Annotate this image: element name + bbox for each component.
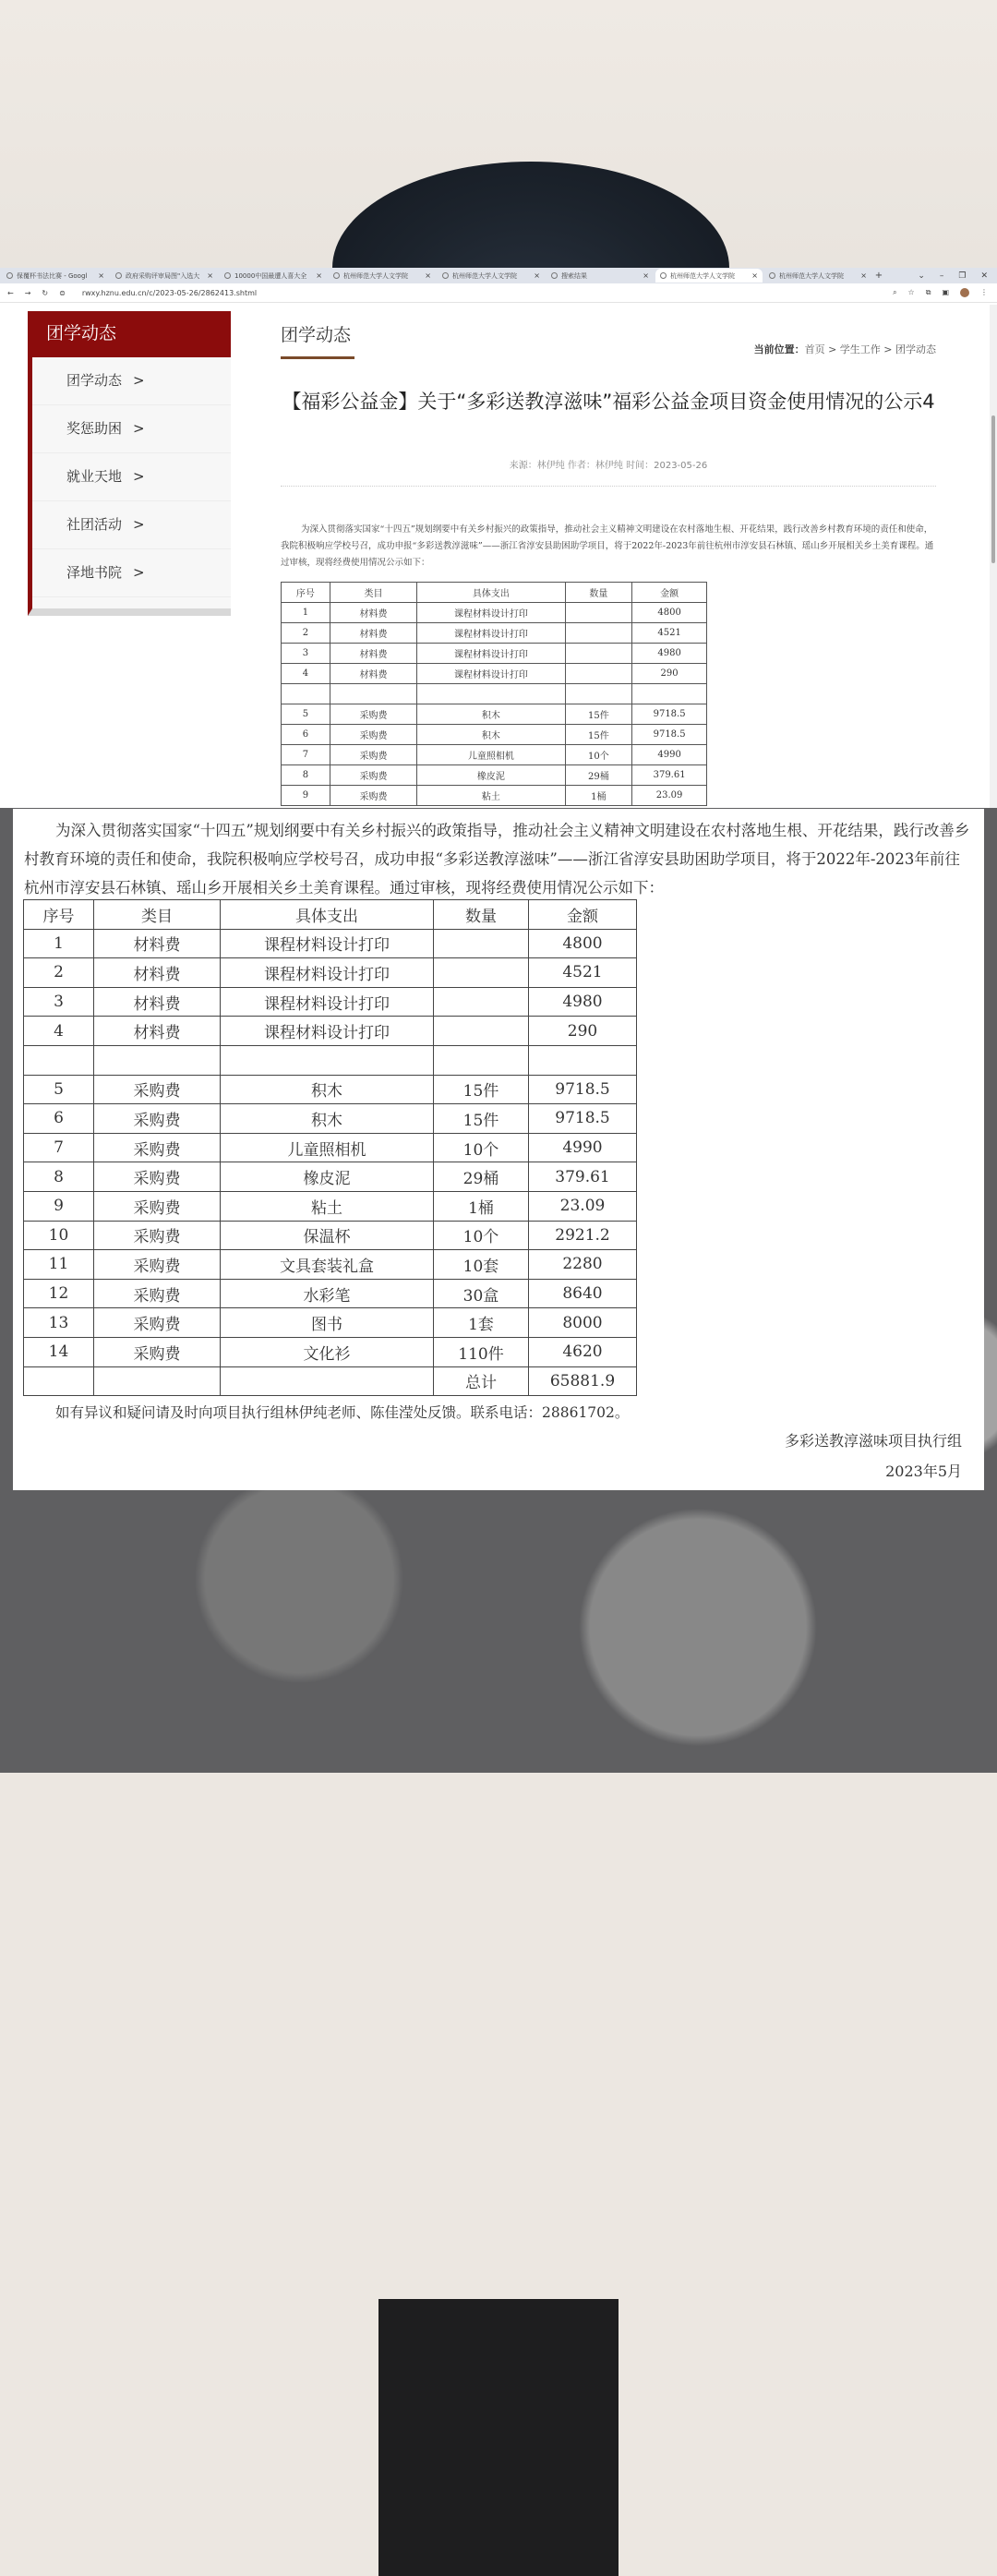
tab-bar — [0, 268, 997, 283]
close-tab-icon[interactable]: × — [751, 271, 758, 280]
table-cell: 采购费 — [330, 725, 417, 745]
tab-label: 搜索结果 — [561, 271, 587, 280]
table-cell: 4980 — [632, 644, 707, 664]
table-row — [24, 1045, 637, 1075]
tab-label: 杭州师范大学人文学院 — [779, 271, 844, 280]
browser-window — [0, 268, 997, 808]
table-cell: 积木 — [221, 1075, 434, 1104]
sidebar-item-label: 泽地书院 — [66, 564, 123, 581]
table-cell: 2280 — [529, 1250, 637, 1280]
table-cell: 采购费 — [94, 1337, 221, 1366]
table-cell: 1桶 — [434, 1191, 529, 1221]
chevron-right-icon: > — [133, 420, 145, 437]
table-cell: 7 — [24, 1133, 94, 1162]
close-tab-icon[interactable]: × — [860, 271, 867, 280]
expense-table — [23, 899, 637, 1396]
table-cell: 10个 — [565, 745, 632, 765]
sidebar-item-label: 社团活动 — [66, 516, 123, 533]
table-cell: 采购费 — [94, 1279, 221, 1308]
column-header: 金额 — [632, 583, 707, 603]
chevron-right-icon: > — [133, 372, 145, 389]
browser-tab[interactable] — [655, 269, 763, 283]
sidebar — [28, 311, 231, 616]
table-cell — [221, 1366, 434, 1396]
table-row — [24, 1017, 637, 1046]
table-cell: 材料费 — [94, 987, 221, 1017]
table-cell: 3 — [24, 987, 94, 1017]
browser-tab[interactable] — [547, 269, 654, 283]
table-row — [24, 1279, 637, 1308]
table-cell: 课程材料设计打印 — [417, 623, 565, 644]
table-row — [282, 623, 707, 644]
scrollbar-thumb[interactable] — [991, 415, 995, 563]
sidebar-item[interactable] — [32, 453, 231, 501]
table-row — [24, 1308, 637, 1338]
table-cell: 4521 — [529, 958, 637, 988]
sidebar-item-label: 就业天地 — [66, 468, 123, 485]
close-icon[interactable]: ✕ — [980, 271, 988, 281]
table-cell: 采购费 — [94, 1162, 221, 1192]
favicon-icon — [769, 272, 775, 279]
table-cell: 粘土 — [417, 786, 565, 806]
table-cell: 课程材料设计打印 — [221, 958, 434, 988]
sidebar-icon[interactable]: ▣ — [942, 288, 949, 296]
browser-tab[interactable] — [111, 269, 218, 283]
favicon-icon — [442, 272, 449, 279]
table-cell: 15件 — [434, 1075, 529, 1104]
table-cell: 7 — [282, 745, 330, 765]
table-cell: 1桶 — [565, 786, 632, 806]
table-cell: 5 — [24, 1075, 94, 1104]
signature: 多彩送教淳滋味项目执行组 — [784, 1432, 962, 1450]
column-header: 具体支出 — [417, 583, 565, 603]
article-paragraph: 为深入贯彻落实国家“十四五”规划纲要中有关乡村振兴的政策指导，推动社会主义精神文明建设在农村落地生根、开花结果，践行改善乡村教育环境的责任和使命，我院积极响应学校号召，成功申报“多彩送教淳滋味”——浙江省淳安县助困助学项目，将于2022年-2023年前往杭州市淳安县石林镇、瑶山乡开展相关乡土美育课程。通过审核，现将经费使用情况公示如下： — [281, 524, 934, 568]
sidebar-menu — [28, 357, 231, 616]
table-cell: 图书 — [221, 1308, 434, 1338]
table-row — [282, 745, 707, 765]
chevron-right-icon: > — [133, 564, 145, 581]
column-header: 金额 — [529, 900, 637, 930]
table-cell: 10套 — [434, 1250, 529, 1280]
table-cell: 积木 — [417, 704, 565, 725]
favicon-icon — [551, 272, 558, 279]
table-cell: 11 — [24, 1250, 94, 1280]
table-cell: 儿童照相机 — [221, 1133, 434, 1162]
table-cell: 采购费 — [94, 1308, 221, 1338]
table-cell: 3 — [282, 644, 330, 664]
table-cell: 8640 — [529, 1279, 637, 1308]
table-cell: 4620 — [529, 1337, 637, 1366]
table-cell: 4 — [282, 664, 330, 684]
window-controls — [918, 271, 997, 281]
table-header-row — [282, 583, 707, 603]
table-cell — [565, 623, 632, 644]
table-cell: 13 — [24, 1308, 94, 1338]
table-cell: 积木 — [221, 1104, 434, 1134]
table-cell: 粘土 — [221, 1191, 434, 1221]
table-cell: 9 — [24, 1191, 94, 1221]
table-cell: 29桶 — [434, 1162, 529, 1192]
table-cell: 采购费 — [330, 786, 417, 806]
table-cell: 课程材料设计打印 — [417, 664, 565, 684]
table-cell — [632, 684, 707, 704]
table-cell: 2 — [24, 958, 94, 988]
table-cell — [221, 1045, 434, 1075]
bookmark-star-icon[interactable]: ☆ — [907, 288, 915, 296]
table-row — [282, 644, 707, 664]
table-cell: 4800 — [632, 603, 707, 623]
scrollbar[interactable] — [990, 305, 997, 808]
sidebar-item[interactable] — [32, 501, 231, 549]
table-cell: 材料费 — [94, 1017, 221, 1046]
table-cell — [434, 958, 529, 988]
column-header: 类目 — [94, 900, 221, 930]
table-cell: 9718.5 — [632, 704, 707, 725]
table-cell — [330, 684, 417, 704]
tab-label: 杭州师范大学人文学院 — [670, 271, 735, 280]
table-cell: 采购费 — [94, 1104, 221, 1134]
table-cell: 材料费 — [94, 958, 221, 988]
table-row — [282, 765, 707, 786]
table-row — [24, 987, 637, 1017]
table-cell: 采购费 — [330, 765, 417, 786]
table-cell: 290 — [632, 664, 707, 684]
zoom-icon[interactable]: ⌕ — [893, 288, 897, 296]
table-cell: 8 — [282, 765, 330, 786]
publish-date: 2023年5月 — [885, 1463, 962, 1480]
table-row — [24, 1366, 637, 1396]
table-cell: 文具套装礼盒 — [221, 1250, 434, 1280]
table-cell: 采购费 — [94, 1191, 221, 1221]
profile-avatar[interactable] — [960, 288, 969, 297]
table-cell: 9718.5 — [632, 725, 707, 745]
table-cell: 10个 — [434, 1133, 529, 1162]
table-cell: 课程材料设计打印 — [221, 1017, 434, 1046]
table-row — [24, 1104, 637, 1134]
table-cell: 5 — [282, 704, 330, 725]
expense-table-small — [281, 582, 707, 806]
table-cell: 6 — [24, 1104, 94, 1134]
table-row — [24, 929, 637, 958]
tab-label: 杭州师范大学人文学院 — [343, 271, 408, 280]
favicon-icon — [333, 272, 340, 279]
chevron-right-icon: > — [133, 516, 145, 533]
table-cell: 1 — [24, 929, 94, 958]
table-cell: 379.61 — [632, 765, 707, 786]
table-cell: 15件 — [565, 725, 632, 745]
browser-tab[interactable] — [438, 269, 545, 283]
divider — [281, 486, 936, 487]
table-cell — [565, 603, 632, 623]
table-cell — [417, 684, 565, 704]
table-cell: 15件 — [565, 704, 632, 725]
table-cell: 2921.2 — [529, 1221, 637, 1250]
table-cell — [24, 1045, 94, 1075]
forward-icon[interactable]: → — [24, 288, 31, 297]
browser-tab[interactable] — [220, 269, 327, 283]
favicon-icon — [224, 272, 231, 279]
sidebar-item[interactable] — [32, 357, 231, 405]
table-cell: 15件 — [434, 1104, 529, 1134]
contact-note: 如有异议和疑问请及时向项目执行组林伊纯老师、陈佳滢处反馈。联系电话：28861702。 — [55, 1404, 630, 1421]
table-row — [24, 1221, 637, 1250]
table-cell: 1 — [282, 603, 330, 623]
table-cell: 文化衫 — [221, 1337, 434, 1366]
tab-label: 10000中国最遭人喜大全 — [234, 271, 307, 280]
table-row — [24, 1250, 637, 1280]
table-cell: 2 — [282, 623, 330, 644]
restore-icon[interactable]: ❐ — [958, 271, 967, 281]
column-header: 类目 — [330, 583, 417, 603]
table-cell — [282, 684, 330, 704]
table-cell: 材料费 — [94, 929, 221, 958]
article-title: 【福彩公益金】关于“多彩送教淳滋味”福彩公益金项目资金使用情况的公示4 — [282, 391, 935, 413]
chevron-down-icon[interactable]: ⌄ — [918, 271, 925, 281]
close-tab-icon[interactable]: × — [425, 271, 431, 280]
zoomed-document — [13, 809, 984, 1490]
table-cell: 儿童照相机 — [417, 745, 565, 765]
favicon-icon — [115, 272, 122, 279]
table-cell — [529, 1045, 637, 1075]
extensions-icon[interactable]: ⧉ — [925, 288, 931, 296]
section-title: 团学动态 — [281, 325, 352, 345]
reload-icon[interactable]: ↻ — [42, 288, 49, 297]
table-cell — [24, 1366, 94, 1396]
table-cell: 4980 — [529, 987, 637, 1017]
breadcrumb-path[interactable]: 首页 > 学生工作 > 团学动态 — [804, 343, 936, 355]
sidebar-item-label: 团学动态 — [66, 372, 123, 389]
table-cell: 10 — [24, 1221, 94, 1250]
table-cell: 29桶 — [565, 765, 632, 786]
browser-tab[interactable] — [2, 269, 109, 283]
column-header: 数量 — [565, 583, 632, 603]
table-cell — [94, 1366, 221, 1396]
menu-icon[interactable]: ⋮ — [980, 288, 988, 296]
table-cell: 4800 — [529, 929, 637, 958]
table-cell — [565, 644, 632, 664]
sidebar-item[interactable] — [32, 549, 231, 597]
table-cell — [434, 987, 529, 1017]
table-cell: 采购费 — [94, 1250, 221, 1280]
table-cell: 采购费 — [330, 704, 417, 725]
table-cell: 9 — [282, 786, 330, 806]
table-cell: 保温杯 — [221, 1221, 434, 1250]
close-tab-icon[interactable]: × — [207, 271, 213, 280]
chevron-right-icon: > — [133, 468, 145, 485]
table-cell: 10个 — [434, 1221, 529, 1250]
breadcrumb-label: 当前位置： — [753, 343, 805, 355]
table-cell: 课程材料设计打印 — [221, 987, 434, 1017]
tab-label: 政府采购评审局图"入选大 — [126, 271, 200, 280]
table-cell: 12 — [24, 1279, 94, 1308]
table-row — [24, 1133, 637, 1162]
column-header: 序号 — [282, 583, 330, 603]
table-row — [282, 684, 707, 704]
table-cell: 材料费 — [330, 644, 417, 664]
column-header: 数量 — [434, 900, 529, 930]
back-icon[interactable]: ← — [7, 288, 14, 297]
favicon-icon — [660, 272, 667, 279]
table-cell: 课程材料设计打印 — [417, 644, 565, 664]
sidebar-title: 团学动态 — [28, 311, 231, 357]
table-cell: 4 — [24, 1017, 94, 1046]
table-cell: 9718.5 — [529, 1075, 637, 1104]
table-cell: 总计 — [434, 1366, 529, 1396]
table-header-row — [24, 900, 637, 930]
table-cell: 材料费 — [330, 603, 417, 623]
table-cell: 65881.9 — [529, 1366, 637, 1396]
table-cell: 橡皮泥 — [417, 765, 565, 786]
jacket-zipper — [378, 2299, 619, 2576]
table-row — [24, 1337, 637, 1366]
close-tab-icon[interactable]: × — [316, 271, 322, 280]
table-cell: 23.09 — [529, 1191, 637, 1221]
browser-tab[interactable] — [329, 269, 436, 283]
browser-tab[interactable] — [764, 269, 871, 283]
table-cell: 水彩笔 — [221, 1279, 434, 1308]
sidebar-item[interactable] — [32, 405, 231, 453]
table-cell: 采购费 — [94, 1221, 221, 1250]
table-cell: 110件 — [434, 1337, 529, 1366]
new-tab-button[interactable]: + — [874, 271, 883, 281]
table-cell: 课程材料设计打印 — [417, 603, 565, 623]
table-cell: 采购费 — [94, 1133, 221, 1162]
close-tab-icon[interactable]: × — [98, 271, 104, 280]
address-bar — [0, 283, 997, 303]
table-cell — [94, 1045, 221, 1075]
url-field[interactable]: rwxy.hznu.edu.cn/c/2023-05-26/2862413.shtml — [81, 288, 258, 297]
table-cell: 8000 — [529, 1308, 637, 1338]
table-cell: 1套 — [434, 1308, 529, 1338]
table-cell: 4990 — [529, 1133, 637, 1162]
table-row — [24, 1191, 637, 1221]
favicon-icon — [6, 272, 13, 279]
close-tab-icon[interactable]: × — [534, 271, 540, 280]
table-row — [282, 664, 707, 684]
expense-table-small-wrap — [281, 582, 707, 808]
tab-label: 杭州师范大学人文学院 — [452, 271, 517, 280]
table-cell: 橡皮泥 — [221, 1162, 434, 1192]
table-row — [24, 958, 637, 988]
table-cell: 积木 — [417, 725, 565, 745]
table-row — [282, 786, 707, 806]
table-cell: 23.09 — [632, 786, 707, 806]
table-cell: 采购费 — [330, 745, 417, 765]
zoomed-paragraph: 为深入贯彻落实国家“十四五”规划纲要中有关乡村振兴的政策指导，推动社会主义精神文明建设在农村落地生根、开花结果，践行改善乡村教育环境的责任和使命，我院积极响应学校号召，成功申报“多彩送教淳滋味”——浙江省淳安县助困助学项目，将于2022年-2023年前往杭州市淳安县石林镇、瑶山乡开展相关乡土美育课程。通过审核，现将经费使用情况公示如下： — [24, 822, 970, 897]
table-row — [24, 1075, 637, 1104]
table-row — [282, 704, 707, 725]
site-info-icon[interactable]: ⊜ — [59, 288, 66, 297]
table-cell: 材料费 — [330, 664, 417, 684]
column-header: 具体支出 — [221, 900, 434, 930]
minimize-icon[interactable]: – — [939, 271, 944, 281]
table-cell — [565, 684, 632, 704]
table-cell: 采购费 — [94, 1075, 221, 1104]
table-cell: 14 — [24, 1337, 94, 1366]
table-cell: 379.61 — [529, 1162, 637, 1192]
table-cell: 8 — [24, 1162, 94, 1192]
table-cell — [434, 929, 529, 958]
table-cell: 课程材料设计打印 — [221, 929, 434, 958]
close-tab-icon[interactable]: × — [643, 271, 649, 280]
title-underline — [281, 356, 354, 359]
table-row — [282, 725, 707, 745]
column-header: 序号 — [24, 900, 94, 930]
breadcrumb — [754, 342, 936, 356]
table-cell: 4990 — [632, 745, 707, 765]
table-row — [282, 603, 707, 623]
table-cell — [565, 664, 632, 684]
table-cell — [434, 1045, 529, 1075]
table-cell — [434, 1017, 529, 1046]
table-row — [24, 1162, 637, 1192]
sidebar-item-label: 奖惩助困 — [66, 420, 123, 437]
table-cell: 30盒 — [434, 1279, 529, 1308]
table-cell: 290 — [529, 1017, 637, 1046]
tab-label: 保覆杯书法比赛 - Googl — [17, 271, 88, 280]
table-cell: 4521 — [632, 623, 707, 644]
table-cell: 9718.5 — [529, 1104, 637, 1134]
table-cell: 材料费 — [330, 623, 417, 644]
article-meta: 来源：林伊纯 作者：林伊纯 时间：2023-05-26 — [509, 461, 708, 471]
table-cell: 6 — [282, 725, 330, 745]
